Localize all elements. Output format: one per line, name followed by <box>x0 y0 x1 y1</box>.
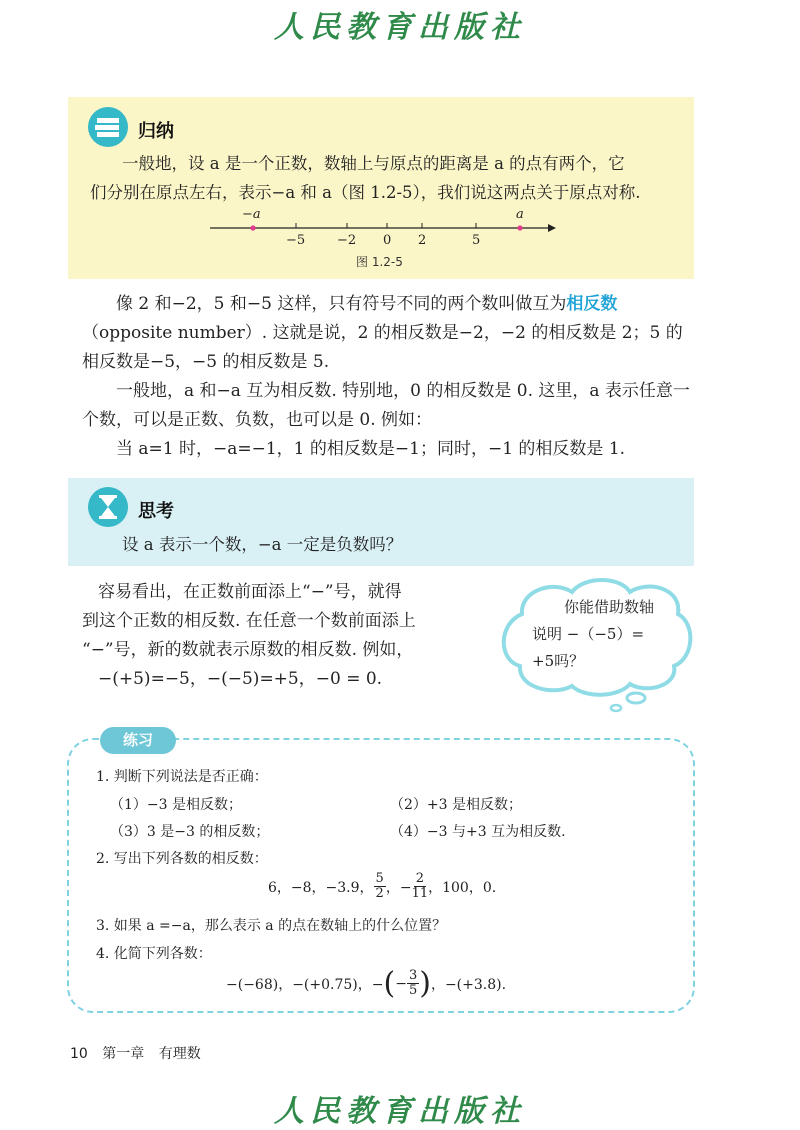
paragraph-1-start: 像 2 和−2，5 和−5 这样，只有符号不同的两个数叫做互为 <box>116 294 567 314</box>
exercise-q1-a: （1）−3 是相反数； <box>110 797 242 813</box>
observe-line-4: −(+5)=−5，−(−5)=+5，−0 = 0. <box>98 669 383 689</box>
tick-label: −2 <box>337 233 357 248</box>
fraction-numerator: 2 <box>415 871 424 886</box>
exercise-label: 练习 <box>100 727 176 754</box>
think-box <box>68 478 694 566</box>
publisher-logo-bottom: 人民教育出版社 <box>274 1094 526 1129</box>
fraction-3-over-5 <box>407 969 419 998</box>
paragraph-1-end: （opposite number）. 这就是说，2 的相反数是−2，−2 的相反数是 2；5 的相反数是−5，−5 的相反数是 5. <box>82 323 683 372</box>
exercise-q3: 3. 如果 a =−a，那么表示 a 的点在数轴上的什么位置？ <box>96 918 447 934</box>
term-opposite-number: 相反数 <box>566 294 618 314</box>
tick-label: 0 <box>383 233 392 248</box>
fraction-2-over-11 <box>412 872 429 901</box>
chapter-title: 有理数 <box>158 1046 201 1062</box>
summary-title: 归纳 <box>138 121 174 142</box>
fraction-5-over-2 <box>374 872 386 901</box>
tick-label: 5 <box>472 233 481 248</box>
exercise-q1-c: （3）3 是−3 的相反数； <box>110 824 270 840</box>
q2-list-start: 6，−8，−3.9， <box>268 879 374 896</box>
q2-list-end: ，100，0. <box>428 879 497 896</box>
cloud-line-3: +5吗？ <box>532 652 585 670</box>
page-number: 10 <box>70 1046 88 1062</box>
cloud-line-2: 说明 −（−5）= <box>532 625 645 643</box>
exercise-q4-expressions <box>226 966 506 1001</box>
figure-caption: 图 1.2-5 <box>356 255 403 269</box>
exercise-q1: 1. 判断下列说法是否正确： <box>96 769 268 785</box>
number-line-figure <box>208 201 558 251</box>
fraction-denominator: 11 <box>411 886 429 901</box>
point-a <box>517 225 522 230</box>
exercise-q2-numbers <box>268 872 496 901</box>
right-paren: ) <box>419 966 431 1001</box>
paragraph-2: 一般地，a 和−a 互为相反数. 特别地，0 的相反数是 0. 这里，a 表示任意一个数，可以是正数、负数，也可以是 0. 例如： <box>82 381 690 430</box>
q4-inner-sign: − <box>395 975 407 992</box>
observe-line-1: 容易看出，在正数前面添上“−”号，就得 <box>98 582 402 602</box>
paragraph-3: 当 a=1 时，−a=−1，1 的相反数是−1；同时，−1 的相反数是 1. <box>116 439 626 459</box>
fraction-numerator: 5 <box>375 871 384 886</box>
exercise-q1-b: （2）+3 是相反数； <box>390 797 522 813</box>
publisher-logo-top: 人民教育出版社 <box>274 10 526 45</box>
q2-separator: ，− <box>385 879 412 896</box>
page-footer <box>70 1043 201 1063</box>
book-stack-icon <box>88 107 128 147</box>
tick-label: −5 <box>286 233 306 248</box>
label-a: a <box>516 207 524 222</box>
summary-line-2: 们分别在原点左右，表示−a 和 a（图 1.2-5），我们说这两点关于原点对称. <box>90 183 641 202</box>
left-paren: ( <box>383 966 396 1001</box>
q4-expression-start: −(−68)，−(+0.75)，− <box>226 976 384 993</box>
cloud-line-1: 你能借助数轴 <box>564 598 655 616</box>
observe-line-3: “−”号，新的数就表示原数的相反数. 例如， <box>82 640 414 660</box>
point-negative-a <box>250 225 255 230</box>
label-negative-a: −a <box>242 207 261 222</box>
summary-line-1: 一般地，设 a 是一个正数，数轴上与原点的距离是 a 的点有两个，它 <box>122 154 625 173</box>
main-text <box>82 290 694 464</box>
q4-expression-end: ，−(+3.8). <box>430 976 507 993</box>
fraction-denominator: 2 <box>375 886 384 901</box>
think-title: 思考 <box>138 501 174 522</box>
fraction-numerator: 3 <box>408 968 418 983</box>
exercise-q2: 2. 写出下列各数的相反数： <box>96 851 268 867</box>
fraction-denominator: 5 <box>408 983 418 998</box>
chapter-label: 第一章 <box>102 1046 145 1062</box>
observe-line-2: 到这个正数的相反数. 在任意一个数前面添上 <box>82 611 416 631</box>
tick-label: 2 <box>418 233 427 248</box>
exercise-q1-d: （4）−3 与+3 互为相反数. <box>390 824 566 840</box>
paragraph-1 <box>82 290 694 377</box>
exercise-q4: 4. 化简下列各数： <box>96 946 212 962</box>
think-question: 设 a 表示一个数，−a 一定是负数吗？ <box>122 535 403 554</box>
summary-box <box>68 97 694 279</box>
thought-cloud <box>492 574 698 718</box>
hourglass-icon <box>88 487 128 527</box>
